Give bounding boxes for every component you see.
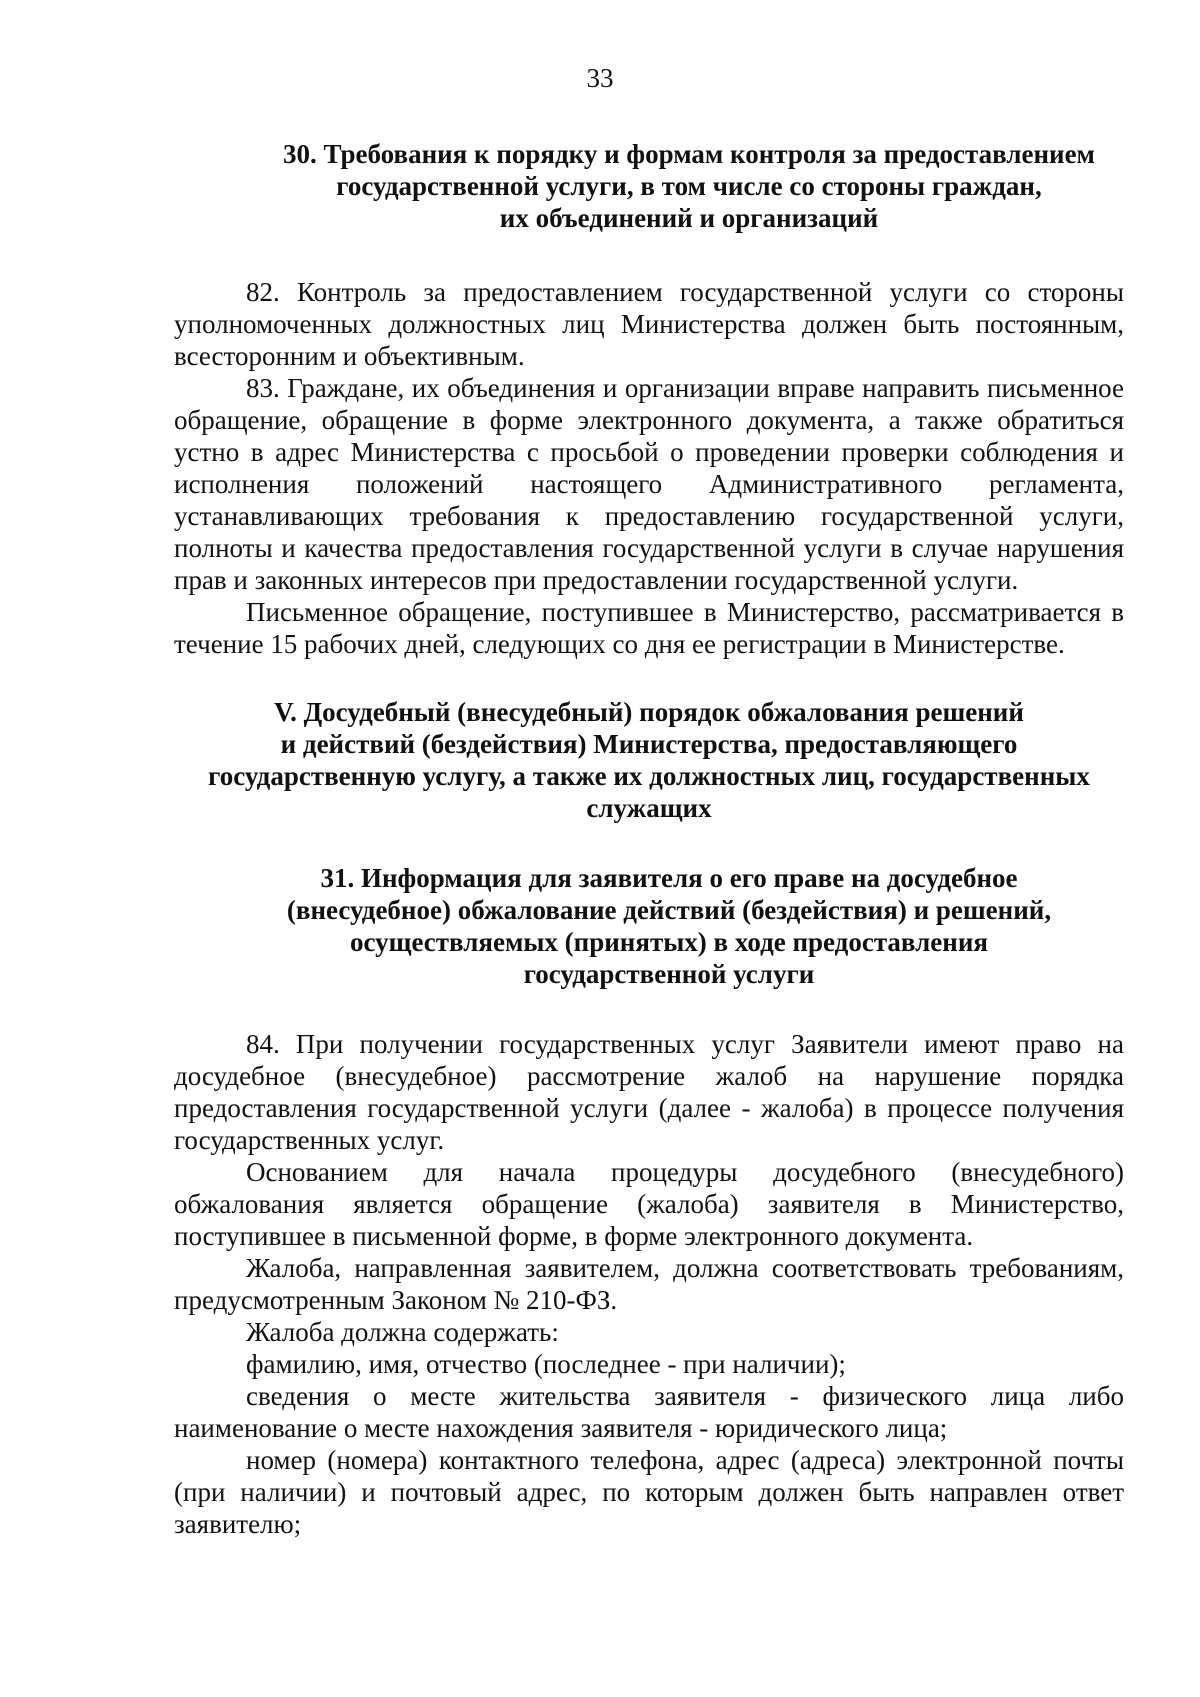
heading-line: 30. Требования к порядку и формам контроля за предоставлением bbox=[283, 139, 1095, 169]
page-number: 33 bbox=[586, 63, 614, 93]
section-31-heading bbox=[174, 862, 1124, 990]
section-30-heading bbox=[174, 138, 1124, 234]
heading-line: и действий (бездействия) Министерства, предоставляющего bbox=[280, 729, 1018, 759]
heading-line: 31. Информация для заявителя о его праве на досудебное bbox=[320, 863, 1018, 893]
heading-line: V. Досудебный (внесудебный) порядок обжалования решений bbox=[274, 697, 1024, 727]
list-item-residence: сведения о месте жительства заявителя - физического лица либо наименование о месте нахождения заявителя - юридического лица; bbox=[174, 1381, 1124, 1443]
paragraph-written-appeal: Письменное обращение, поступившее в Министерство, рассматривается в течение 15 рабочих дней, следующих со дня ее регистрации в Министерстве. bbox=[174, 597, 1124, 659]
list-item-full-name: фамилию, имя, отчество (последнее - при наличии); bbox=[246, 1349, 846, 1379]
heading-line: государственной услуги bbox=[523, 959, 815, 989]
paragraph-84: 84. При получении государственных услуг Заявители имеют право на досудебное (внесудебное) рассмотрение жалоб на нарушение порядка предоставления государственной услуги (далее - жалоба) в процессе получения государственных услуг. bbox=[174, 1029, 1124, 1155]
paragraph-complaint-contents: Жалоба должна содержать: bbox=[246, 1317, 559, 1347]
heading-line: государственной услуги, в том числе со стороны граждан, bbox=[336, 171, 1042, 201]
heading-line: (внесудебное) обжалование действий (бездействия) и решений, bbox=[286, 895, 1052, 925]
document-body bbox=[174, 138, 1124, 1540]
section-v-heading bbox=[174, 696, 1124, 824]
heading-line: служащих bbox=[586, 793, 712, 823]
heading-line: осуществляемых (принятых) в ходе предоставления bbox=[350, 927, 988, 957]
paragraph-complaint-requirements: Жалоба, направленная заявителем, должна соответствовать требованиям, предусмотренным Законом № 210-ФЗ. bbox=[174, 1253, 1124, 1315]
list-item-contacts: номер (номера) контактного телефона, адрес (адреса) электронной почты (при наличии) и почтовый адрес, по которым должен быть направлен ответ заявителю; bbox=[174, 1445, 1124, 1539]
heading-line: их объединений и организаций bbox=[499, 203, 879, 233]
paragraph-83: 83. Граждане, их объединения и организации вправе направить письменное обращение, обращение в форме электронного документа, а также обратиться устно в адрес Министерства с просьбой о проведении проверки соблюдения и исполнения положений настоящего Административного регламента, устанавливающих требования к предоставлению государственной услуги, полноты и качества предоставления государственной услуги в случае нарушения прав и законных интересов при предоставлении государственной услуги. bbox=[174, 373, 1124, 595]
paragraph-grounds: Основанием для начала процедуры досудебного (внесудебного) обжалования является обращение (жалоба) заявителя в Министерство, поступившее в письменной форме, в форме электронного документа. bbox=[174, 1157, 1124, 1251]
heading-line: государственную услугу, а также их должностных лиц, государственных bbox=[208, 761, 1090, 791]
paragraph-82: 82. Контроль за предоставлением государственной услуги со стороны уполномоченных должностных лиц Министерства должен быть постоянным, всесторонним и объективным. bbox=[174, 277, 1124, 371]
